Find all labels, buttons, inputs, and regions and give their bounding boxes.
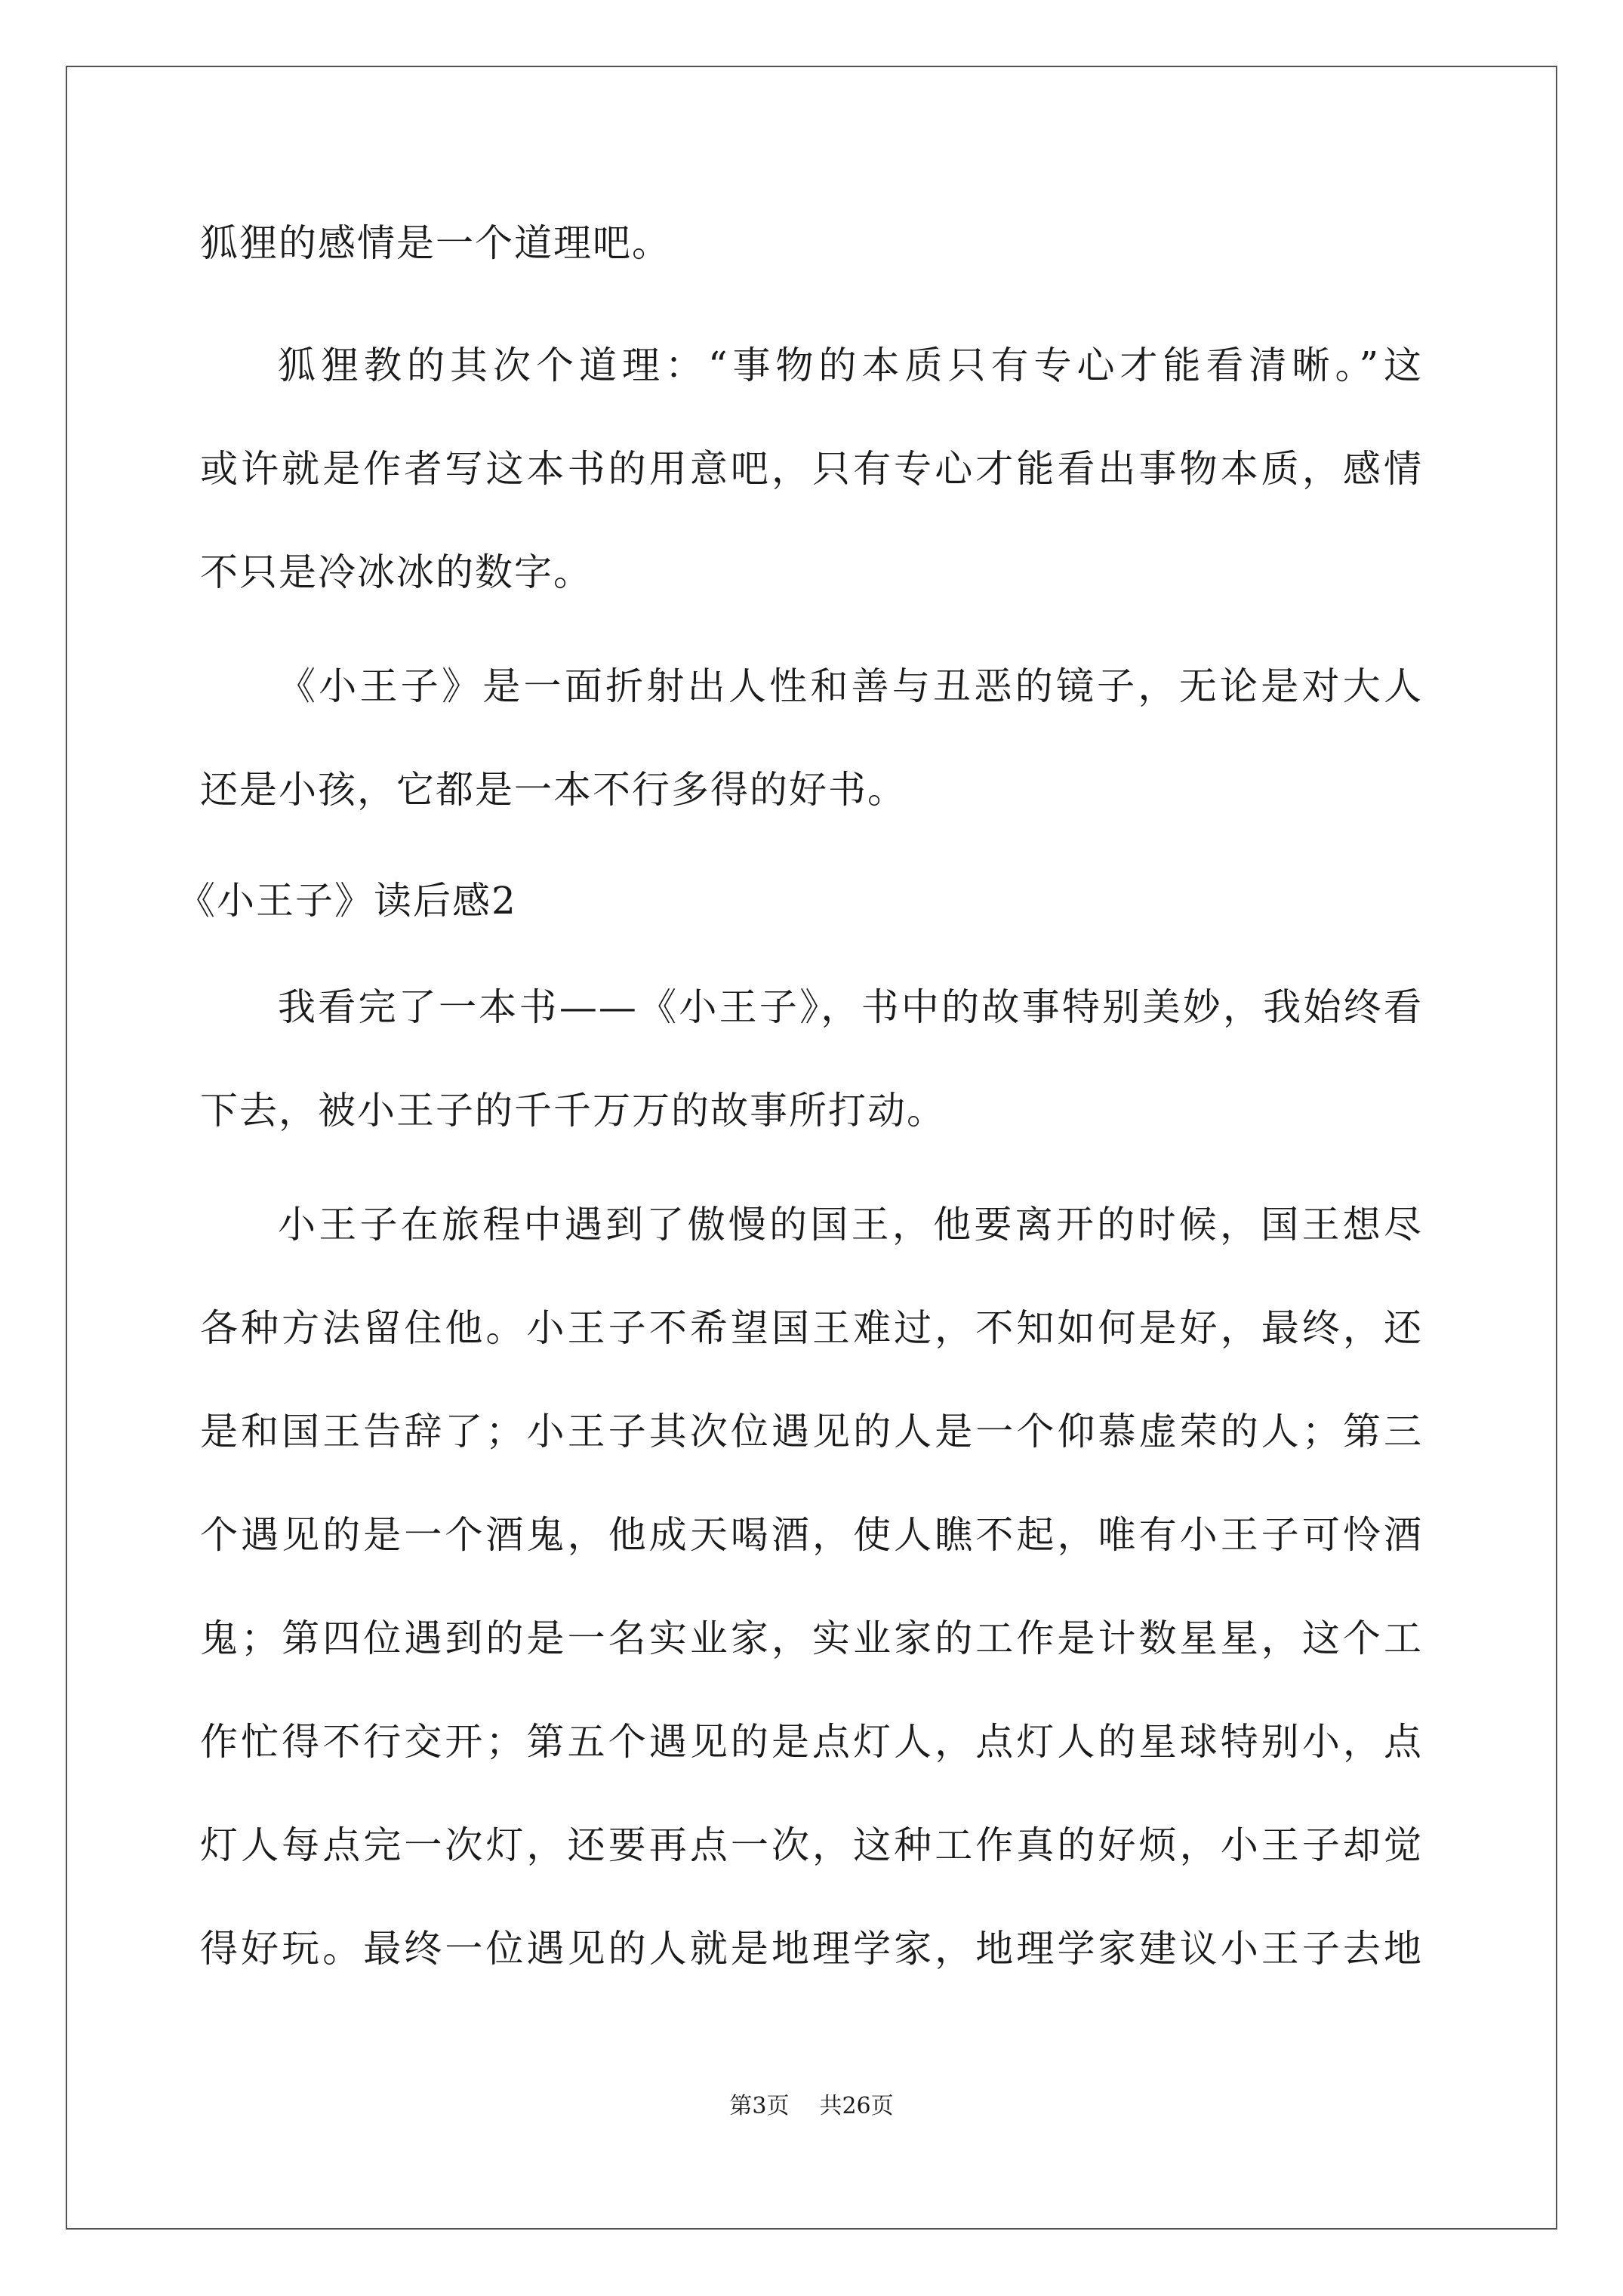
paragraph-line: 小王子在旅程中遇到了傲慢的国王，他要离开的时候，国王想尽 [278, 1203, 1423, 1247]
paragraph-line: 或许就是作者写这本书的用意吧，只有专心才能看出事物本质，感情 [200, 447, 1423, 491]
paragraph-line: 狐狸教的其次个道理：“事物的本质只有专心才能看清晰。”这 [278, 344, 1423, 387]
paragraph-line: 狐狸的感情是一个道理吧。 [200, 221, 671, 265]
page-footer [0, 2091, 1623, 2122]
paragraph-line: 不只是冷冰冰的数字。 [200, 550, 593, 594]
section-heading: 《小王子》读后感2 [177, 879, 517, 923]
paragraph-line: 我看完了一本书——《小王子》，书中的故事特别美妙，我始终看 [278, 985, 1423, 1029]
paragraph-line: 灯人每点完一次灯，还要再点一次，这种工作真的好烦，小王子却觉 [200, 1823, 1423, 1867]
page-total: 共26页 [819, 2093, 894, 2119]
page-number: 第3页 [729, 2093, 790, 2119]
paragraph-line: 下去，被小王子的千千万万的故事所打动。 [200, 1089, 946, 1133]
page-border [66, 66, 1557, 2230]
paragraph-line: 得好玩。最终一位遇见的人就是地理学家，地理学家建议小王子去地 [200, 1927, 1423, 1971]
paragraph-line: 作忙得不行交开；第五个遇见的是点灯人，点灯人的星球特别小，点 [200, 1720, 1423, 1764]
paragraph-line: 鬼；第四位遇到的是一名实业家，实业家的工作是计数星星，这个工 [200, 1616, 1423, 1660]
paragraph-line: 各种方法留住他。小王子不希望国王难过，不知如何是好，最终，还 [200, 1306, 1423, 1350]
paragraph-line: 《小王子》是一面折射出人性和善与丑恶的镜子，无论是对大人 [278, 664, 1423, 708]
paragraph-line: 还是小孩，它都是一本不行多得的好书。 [200, 768, 907, 812]
paragraph-line: 是和国王告辞了；小王子其次位遇见的人是一个仰慕虚荣的人；第三 [200, 1410, 1423, 1453]
paragraph-line: 个遇见的是一个酒鬼，他成天喝酒，使人瞧不起，唯有小王子可怜酒 [200, 1513, 1423, 1557]
